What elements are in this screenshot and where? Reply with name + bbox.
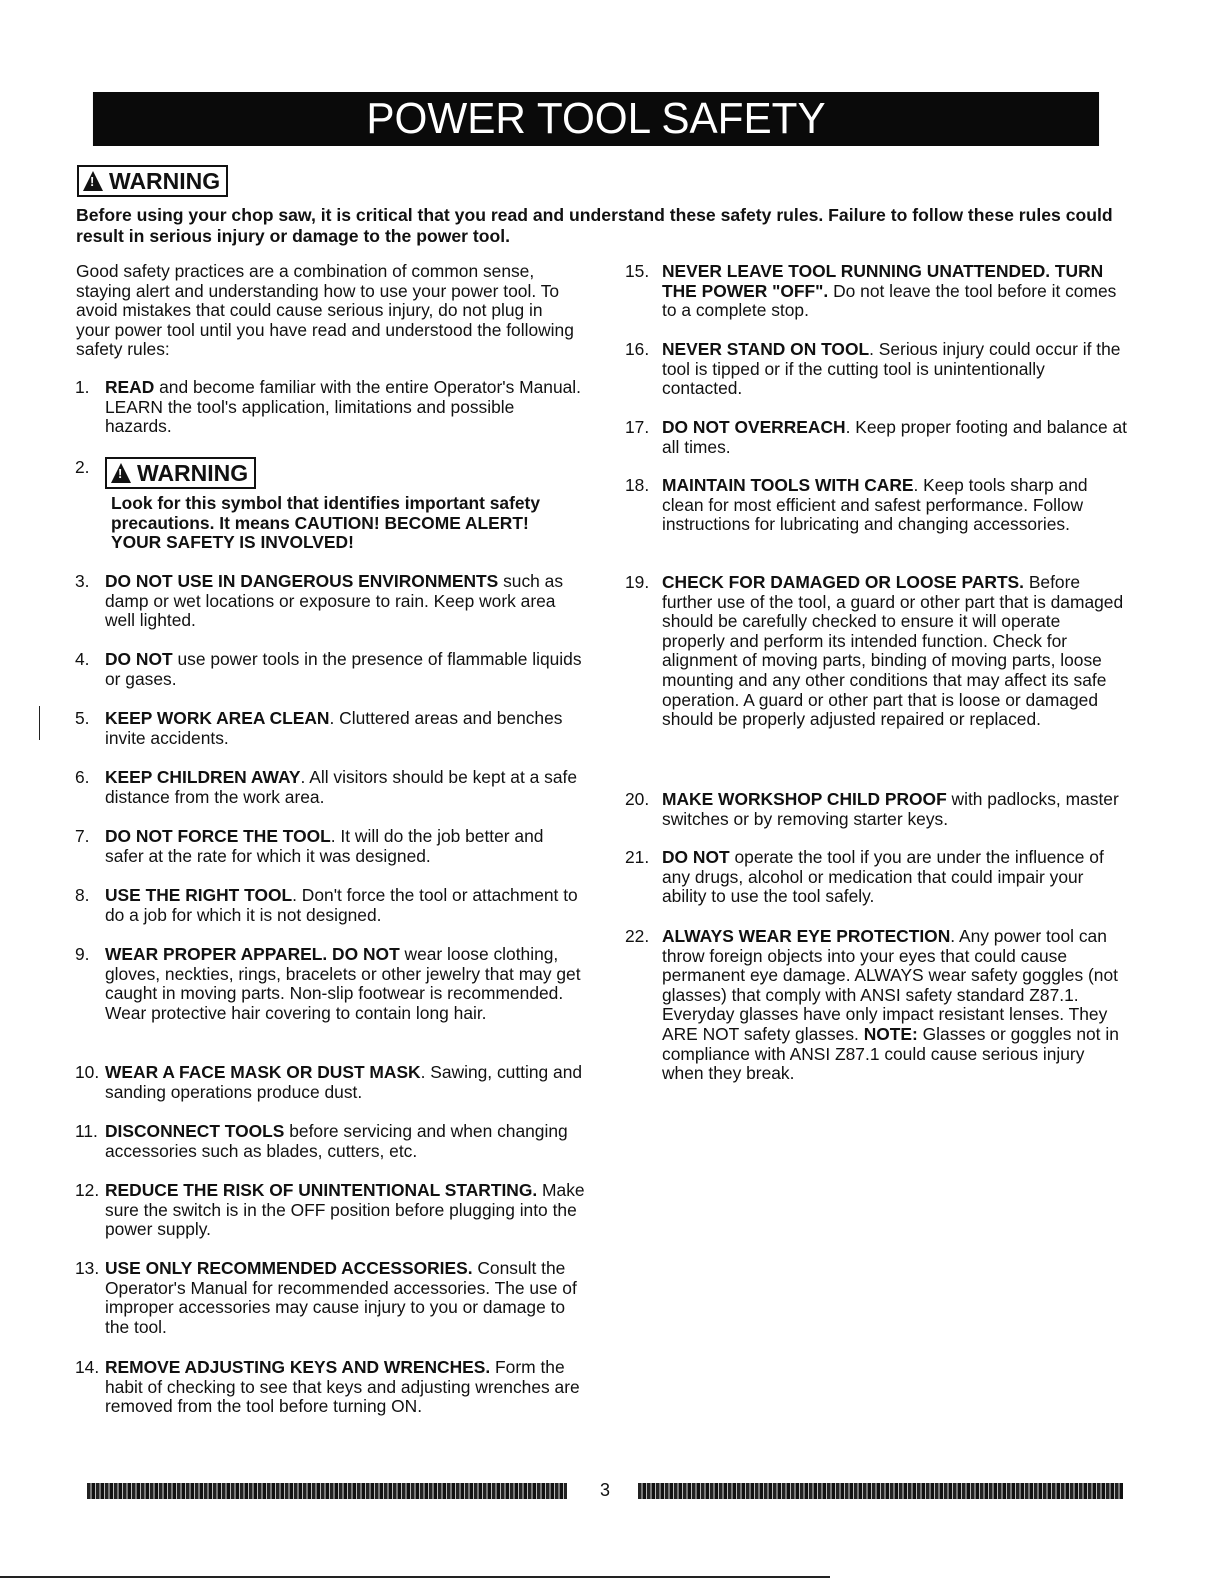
item-heading: WEAR A FACE MASK OR DUST MASK — [105, 1062, 421, 1082]
item-description: Do not leave the tool before it comes to a complete stop. — [662, 280, 1117, 321]
item-description: . Don't force the tool or attachment to do a job for which it is not designed. — [105, 885, 578, 925]
item-number: 6. — [75, 767, 90, 787]
item-heading: NEVER STAND ON TOOL — [662, 339, 870, 359]
item-number: 1. — [75, 377, 90, 397]
item-number: 10. — [75, 1062, 100, 1082]
item-description: operate the tool if you are under the influence of any drugs, alcohol or medication that could impair your ability to use the tool safely. — [662, 847, 1104, 907]
item-text — [105, 378, 585, 437]
item-heading: READ — [105, 377, 155, 397]
item-heading: DO NOT — [105, 649, 173, 669]
item-text — [105, 1063, 585, 1102]
item-text — [105, 1181, 585, 1240]
item-number: 9. — [75, 944, 90, 964]
item-text — [662, 848, 1127, 907]
item-text — [105, 1122, 585, 1161]
item-heading: DO NOT USE IN DANGEROUS ENVIRONMENTS — [105, 571, 499, 591]
item-heading: WEAR PROPER APPAREL. DO NOT — [105, 944, 400, 964]
footer-decoration-left — [87, 1483, 567, 1499]
item-heading: ALWAYS WEAR EYE PROTECTION — [662, 926, 951, 946]
item-heading: REDUCE THE RISK OF UNINTENTIONAL STARTING. — [105, 1180, 538, 1200]
item-number: 4. — [75, 649, 90, 669]
item-text: Look for this symbol that identifies important safety precautions. It means CAUTION! BECOME ALERT! YOUR SAFETY IS INVOLVED! — [111, 493, 541, 553]
item-description: Consult the Operator's Manual for recommended accessories. The use of improper accessories may cause injury to you or damage to the tool. — [105, 1258, 577, 1337]
warning-text: WARNING — [137, 460, 249, 486]
item-heading: CHECK FOR DAMAGED OR LOOSE PARTS. — [662, 572, 1024, 592]
item-heading: DO NOT — [662, 847, 730, 867]
intro-warning-text: Before using your chop saw, it is critical that you read and understand these safety rules. Failure to follow these rules could result in serious injury or damage to the power tool. — [76, 205, 1113, 246]
item-text — [105, 886, 585, 925]
warning-label — [77, 165, 228, 197]
item-text — [105, 827, 585, 866]
item-heading: DO NOT OVERREACH — [662, 417, 846, 437]
item-text — [105, 709, 585, 748]
item-heading: KEEP CHILDREN AWAY — [105, 767, 301, 787]
item-number: 11. — [75, 1121, 98, 1141]
item-number: 17. — [625, 417, 650, 437]
item-heading: MAKE WORKSHOP CHILD PROOF — [662, 789, 947, 809]
item-heading: DISCONNECT TOOLS — [105, 1121, 285, 1141]
warning-triangle-icon — [83, 171, 103, 191]
item-heading: NEVER LEAVE TOOL RUNNING UNATTENDED. TURN THE POWER "OFF". — [662, 261, 1104, 301]
item-description: and become familiar with the entire Operator's Manual. LEARN the tool's application, limitations and possible hazards. — [105, 377, 581, 437]
item-text — [662, 573, 1127, 730]
page-number: 3 — [600, 1480, 611, 1500]
item-heading: KEEP WORK AREA CLEAN — [105, 708, 330, 728]
footer-decoration-right — [638, 1483, 1123, 1499]
item-description: Before further use of the tool, a guard or other part that is damaged should be carefully checked to ensure it will operate properly and perform its intended function. Check for alignment of moving parts, binding of moving parts, loose mounting and any other conditions that may affect its safe operation. A guard or other part that is loose or damaged should be properly adjusted repaired or replaced. — [662, 572, 1124, 730]
item-description: . Sawing, cutting and sanding operations produce dust. — [105, 1062, 583, 1102]
item-number: 8. — [75, 885, 90, 905]
item-number: 16. — [625, 339, 650, 359]
item-description: . All visitors should be kept at a safe distance from the work area. — [105, 767, 577, 807]
item-number: 14. — [75, 1357, 100, 1377]
item-text — [662, 927, 1127, 1084]
item-description: . Keep proper footing and balance at all times. — [662, 417, 1127, 457]
item-description: . It will do the job better and safer at the rate for which it was designed. — [105, 826, 544, 866]
item-description: . Any power tool can throw foreign objects into your eyes that could cause permanent eye damage. ALWAYS wear safety goggles (not glasses) that comply with ANSI safety standard Z87.1. Everyday glasses have only impact resistant lenses. They ARE NOT safety glasses. — [662, 926, 1118, 1044]
item-text — [105, 768, 585, 807]
intro-paragraph: Good safety practices are a combination of common sense, staying alert and understanding how to use your power tool. To avoid mistakes that could cause serious injury, do not plug in your power tool until you have read and understood the following safety rules: — [76, 261, 574, 360]
margin-mark — [39, 706, 40, 740]
item-text — [662, 790, 1127, 829]
warning-text: WARNING — [109, 168, 221, 194]
item-description: with padlocks, master switches or by removing starter keys. — [662, 789, 1119, 829]
item-number: 15. — [625, 261, 650, 281]
item-description: Glasses or goggles not in compliance with ANSI Z87.1 could cause serious injury when they break. — [662, 1023, 1119, 1084]
warning-triangle-icon — [111, 463, 131, 483]
item-heading: DO NOT FORCE THE TOOL — [105, 826, 331, 846]
item-number: 3. — [75, 571, 90, 591]
item-text — [105, 1358, 585, 1417]
item-description: before servicing and when changing accessories such as blades, cutters, etc. — [105, 1121, 568, 1161]
item-description: wear loose clothing, gloves, neckties, rings, bracelets or other jewelry that may get caught in moving parts. Non-slip footwear is recommended. Wear protective hair covering to contain long hair. — [105, 944, 581, 1023]
item-heading: USE THE RIGHT TOOL — [105, 885, 293, 905]
item-number: 18. — [625, 475, 650, 495]
item-number: 13. — [75, 1258, 100, 1278]
item-number: 22. — [625, 926, 650, 946]
item-heading: REMOVE ADJUSTING KEYS AND WRENCHES. — [105, 1357, 491, 1377]
page-title-banner: POWER TOOL SAFETY — [93, 92, 1099, 146]
item-text — [662, 476, 1127, 535]
item-text — [105, 650, 585, 689]
item-description: Make sure the switch is in the OFF position before plugging into the power supply. — [105, 1180, 585, 1240]
item-description: . Serious injury could occur if the tool is tipped or if the cutting tool is unintentionally contacted. — [662, 339, 1121, 399]
item-text — [105, 945, 585, 1023]
item-text — [105, 1259, 585, 1337]
item-description: such as damp or wet locations or exposure to rain. Keep work area well lighted. — [105, 571, 564, 631]
item-number: 12. — [75, 1180, 100, 1200]
item-number: 21. — [625, 847, 650, 867]
bottom-rule — [0, 1576, 830, 1578]
item-description: Form the habit of checking to see that keys and adjusting wrenches are removed from the tool before turning ON. — [105, 1357, 580, 1417]
item-heading: USE ONLY RECOMMENDED ACCESSORIES. — [105, 1258, 473, 1278]
item-number: 20. — [625, 789, 650, 809]
item-text — [662, 262, 1127, 321]
item-description: use power tools in the presence of flammable liquids or gases. — [105, 649, 582, 689]
item-number: 2. — [75, 457, 90, 477]
item-description: . Keep tools sharp and clean for most efficient and safest performance. Follow instructions for lubricating and changing accessories. — [662, 475, 1088, 535]
item-number: 19. — [625, 572, 650, 592]
item-number: 7. — [75, 826, 90, 846]
item-heading: MAINTAIN TOOLS WITH CARE — [662, 475, 914, 495]
item-heading: NOTE: — [863, 1023, 918, 1044]
warning-label — [105, 457, 256, 489]
item-text — [105, 572, 585, 631]
item-text — [662, 340, 1127, 399]
item-description: . Cluttered areas and benches invite accidents. — [105, 708, 563, 748]
item-text — [662, 418, 1127, 457]
item-number: 5. — [75, 708, 90, 728]
